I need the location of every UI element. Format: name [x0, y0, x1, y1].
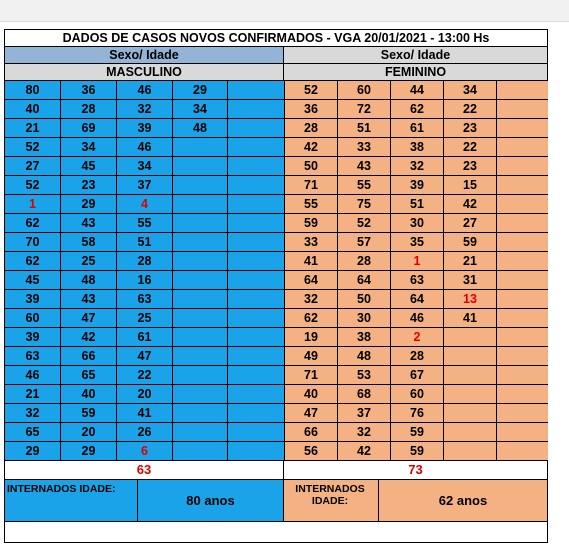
female-age-cell: 62 [391, 100, 444, 118]
male-age-cell: 32 [117, 100, 173, 118]
female-age-cell: 61 [391, 119, 444, 137]
female-age-cell: 57 [338, 233, 391, 251]
male-age-cell: 29 [173, 81, 228, 99]
female-age-cell: 60 [391, 385, 444, 403]
female-age-cell [497, 252, 548, 270]
female-row [285, 252, 548, 271]
female-row [285, 423, 548, 442]
male-age-cell [173, 385, 228, 403]
female-age-cell [497, 195, 548, 213]
female-age-cell: 72 [338, 100, 391, 118]
female-age-cell: 59 [285, 214, 338, 232]
female-age-cell: 48 [338, 347, 391, 365]
male-age-cell [228, 404, 285, 422]
female-age-cell: 21 [444, 252, 497, 270]
case-table [4, 29, 548, 543]
male-row [5, 214, 285, 233]
female-row [285, 119, 548, 138]
male-age-cell: 63 [117, 290, 173, 308]
male-age-cell: 51 [117, 233, 173, 251]
male-age-cell [173, 157, 228, 175]
female-age-cell: 67 [391, 366, 444, 384]
male-age-cell: 36 [61, 81, 117, 99]
female-age-cell [444, 347, 497, 365]
female-age-cell: 38 [391, 138, 444, 156]
male-age-cell: 29 [61, 195, 117, 213]
male-age-cell [228, 214, 285, 232]
male-age-cell: 58 [61, 233, 117, 251]
female-age-cell: 42 [444, 195, 497, 213]
male-row [5, 195, 285, 214]
male-age-cell: 28 [117, 252, 173, 270]
female-row [285, 81, 548, 100]
female-age-cell: 35 [391, 233, 444, 251]
male-age-cell: 45 [5, 271, 61, 289]
male-age-cell [173, 176, 228, 194]
female-age-cell: 64 [391, 290, 444, 308]
female-age-cell: 22 [444, 100, 497, 118]
female-age-cell [497, 138, 548, 156]
male-age-cell: 65 [5, 423, 61, 441]
female-age-cell [497, 366, 548, 384]
male-age-cell: 52 [5, 138, 61, 156]
female-row [285, 290, 548, 309]
female-age-cell: 76 [391, 404, 444, 422]
female-row [285, 195, 548, 214]
female-age-cell: 59 [391, 423, 444, 441]
male-row [5, 233, 285, 252]
male-age-cell [228, 176, 285, 194]
male-row [5, 176, 285, 195]
male-age-cell: 34 [173, 100, 228, 118]
female-age-cell: 33 [285, 233, 338, 251]
male-age-cell [228, 385, 285, 403]
male-sex-age-label: Sexo/ Idade [5, 47, 284, 63]
male-age-cell: 22 [117, 366, 173, 384]
gender-header-row [5, 64, 547, 81]
male-age-cell: 16 [117, 271, 173, 289]
female-age-cell: 42 [338, 442, 391, 460]
female-ages-block [285, 81, 548, 461]
male-row [5, 385, 285, 404]
male-age-cell [228, 233, 285, 251]
male-age-cell: 42 [61, 328, 117, 346]
female-age-cell [497, 328, 548, 346]
male-age-cell: 25 [61, 252, 117, 270]
female-age-cell: 23 [444, 157, 497, 175]
blank-row [5, 522, 547, 542]
female-age-cell [497, 157, 548, 175]
female-age-cell: 59 [444, 233, 497, 251]
female-age-cell: 68 [338, 385, 391, 403]
male-age-cell: 23 [61, 176, 117, 194]
male-age-cell: 29 [61, 442, 117, 460]
female-row [285, 100, 548, 119]
male-age-cell [228, 81, 285, 99]
male-age-cell [173, 442, 228, 460]
male-age-cell: 59 [61, 404, 117, 422]
male-age-cell [228, 252, 285, 270]
male-age-cell [228, 423, 285, 441]
female-age-cell [497, 271, 548, 289]
male-age-cell [173, 423, 228, 441]
male-row [5, 442, 285, 461]
female-age-cell: 36 [285, 100, 338, 118]
female-age-cell [444, 404, 497, 422]
male-row [5, 404, 285, 423]
male-age-cell: 46 [5, 366, 61, 384]
male-age-cell: 39 [117, 119, 173, 137]
male-age-cell: 29 [5, 442, 61, 460]
female-interned-value: 62 anos [379, 480, 547, 521]
male-age-cell: 32 [5, 404, 61, 422]
male-age-cell: 45 [61, 157, 117, 175]
female-age-cell: 40 [285, 385, 338, 403]
female-age-cell: 23 [444, 119, 497, 137]
female-age-cell [497, 214, 548, 232]
male-age-cell [228, 119, 285, 137]
male-row [5, 309, 285, 328]
browser-top-bar [0, 0, 569, 22]
male-age-cell: 66 [61, 347, 117, 365]
female-row [285, 404, 548, 423]
male-age-cell: 37 [117, 176, 173, 194]
female-age-cell: 64 [285, 271, 338, 289]
female-age-cell [497, 233, 548, 251]
male-age-cell: 47 [61, 309, 117, 327]
female-row [285, 366, 548, 385]
female-age-cell [444, 423, 497, 441]
male-age-cell: 60 [5, 309, 61, 327]
male-age-cell: 21 [5, 119, 61, 137]
female-age-cell [497, 404, 548, 422]
female-age-cell: 38 [338, 328, 391, 346]
female-age-cell: 52 [285, 81, 338, 99]
female-interned-label: INTERNADOS IDADE: [284, 480, 379, 521]
male-age-cell [228, 328, 285, 346]
female-age-cell [497, 81, 548, 99]
male-age-cell [173, 252, 228, 270]
totals-row [5, 461, 547, 480]
male-age-cell [228, 290, 285, 308]
ages-grid [5, 81, 547, 461]
male-row [5, 157, 285, 176]
male-age-cell [173, 233, 228, 251]
female-age-cell: 2 [391, 328, 444, 346]
male-age-cell [228, 100, 285, 118]
male-interned-label: INTERNADOS IDADE: [5, 480, 138, 521]
male-ages-block [5, 81, 285, 461]
male-row [5, 423, 285, 442]
male-age-cell: 41 [117, 404, 173, 422]
male-age-cell [173, 214, 228, 232]
male-row [5, 138, 285, 157]
interned-row [5, 480, 547, 522]
male-row [5, 119, 285, 138]
female-age-cell [497, 100, 548, 118]
female-row [285, 214, 548, 233]
female-row [285, 271, 548, 290]
female-age-cell: 1 [391, 252, 444, 270]
male-row [5, 81, 285, 100]
male-age-cell: 27 [5, 157, 61, 175]
male-age-cell: 46 [117, 81, 173, 99]
male-age-cell [228, 138, 285, 156]
female-age-cell: 51 [338, 119, 391, 137]
female-row [285, 328, 548, 347]
female-row [285, 385, 548, 404]
female-age-cell [444, 366, 497, 384]
male-age-cell: 48 [61, 271, 117, 289]
female-age-cell: 30 [338, 309, 391, 327]
female-age-cell [444, 442, 497, 460]
female-age-cell: 15 [444, 176, 497, 194]
table-title: DADOS DE CASOS NOVOS CONFIRMADOS - VGA 20/01/2021 - 13:00 Hs [5, 30, 547, 47]
male-age-cell: 65 [61, 366, 117, 384]
female-row [285, 442, 548, 461]
male-age-cell [173, 328, 228, 346]
male-age-cell: 6 [117, 442, 173, 460]
female-age-cell: 62 [285, 309, 338, 327]
male-age-cell: 52 [5, 176, 61, 194]
male-row [5, 252, 285, 271]
female-age-cell: 50 [338, 290, 391, 308]
female-age-cell [497, 385, 548, 403]
female-age-cell [497, 290, 548, 308]
male-age-cell [173, 309, 228, 327]
female-age-cell: 27 [444, 214, 497, 232]
male-age-cell [173, 347, 228, 365]
male-age-cell [173, 138, 228, 156]
female-age-cell: 50 [285, 157, 338, 175]
female-sex-age-label: Sexo/ Idade [284, 47, 547, 63]
male-age-cell: 21 [5, 385, 61, 403]
male-age-cell: 20 [117, 385, 173, 403]
female-row [285, 233, 548, 252]
male-age-cell: 25 [117, 309, 173, 327]
male-row [5, 100, 285, 119]
male-age-cell: 62 [5, 214, 61, 232]
male-row [5, 290, 285, 309]
female-age-cell: 75 [338, 195, 391, 213]
male-interned-value: 80 anos [138, 480, 284, 521]
male-age-cell: 46 [117, 138, 173, 156]
female-age-cell [497, 442, 548, 460]
male-gender-label: MASCULINO [5, 64, 284, 80]
male-age-cell: 80 [5, 81, 61, 99]
male-row [5, 347, 285, 366]
female-age-cell: 66 [285, 423, 338, 441]
male-age-cell: 55 [117, 214, 173, 232]
female-age-cell: 64 [338, 271, 391, 289]
female-age-cell: 22 [444, 138, 497, 156]
female-age-cell [497, 119, 548, 137]
female-age-cell: 28 [391, 347, 444, 365]
female-age-cell: 43 [338, 157, 391, 175]
female-age-cell [497, 309, 548, 327]
female-age-cell: 30 [391, 214, 444, 232]
male-age-cell: 63 [5, 347, 61, 365]
female-age-cell: 37 [338, 404, 391, 422]
male-age-cell: 40 [61, 385, 117, 403]
male-age-cell: 61 [117, 328, 173, 346]
male-age-cell [228, 309, 285, 327]
female-age-cell: 33 [338, 138, 391, 156]
female-age-cell [444, 385, 497, 403]
female-age-cell: 59 [391, 442, 444, 460]
male-age-cell: 20 [61, 423, 117, 441]
male-age-cell: 34 [117, 157, 173, 175]
female-age-cell: 32 [285, 290, 338, 308]
female-age-cell [497, 176, 548, 194]
male-age-cell: 43 [61, 290, 117, 308]
male-age-cell [173, 290, 228, 308]
female-age-cell: 53 [338, 366, 391, 384]
female-age-cell: 19 [285, 328, 338, 346]
female-age-cell: 47 [285, 404, 338, 422]
male-age-cell: 69 [61, 119, 117, 137]
female-age-cell: 71 [285, 366, 338, 384]
male-age-cell [228, 271, 285, 289]
female-age-cell: 52 [338, 214, 391, 232]
female-age-cell: 55 [285, 195, 338, 213]
male-age-cell: 39 [5, 290, 61, 308]
female-row [285, 176, 548, 195]
female-age-cell: 41 [444, 309, 497, 327]
male-total: 63 [5, 461, 284, 479]
male-age-cell [173, 271, 228, 289]
male-age-cell: 26 [117, 423, 173, 441]
male-age-cell [228, 366, 285, 384]
female-age-cell: 32 [338, 423, 391, 441]
female-age-cell: 60 [338, 81, 391, 99]
female-row [285, 157, 548, 176]
female-age-cell: 49 [285, 347, 338, 365]
female-age-cell [497, 423, 548, 441]
female-row [285, 347, 548, 366]
female-age-cell: 46 [391, 309, 444, 327]
male-age-cell [228, 195, 285, 213]
male-age-cell: 62 [5, 252, 61, 270]
male-row [5, 271, 285, 290]
male-age-cell [173, 366, 228, 384]
female-total: 73 [284, 461, 547, 479]
female-age-cell: 28 [285, 119, 338, 137]
male-age-cell [173, 195, 228, 213]
male-age-cell: 70 [5, 233, 61, 251]
female-age-cell [444, 328, 497, 346]
female-row [285, 138, 548, 157]
female-age-cell: 13 [444, 290, 497, 308]
male-age-cell: 1 [5, 195, 61, 213]
male-age-cell: 4 [117, 195, 173, 213]
female-age-cell: 42 [285, 138, 338, 156]
male-age-cell [228, 347, 285, 365]
male-age-cell [228, 442, 285, 460]
female-age-cell: 63 [391, 271, 444, 289]
male-age-cell: 48 [173, 119, 228, 137]
female-age-cell: 41 [285, 252, 338, 270]
female-age-cell: 51 [391, 195, 444, 213]
male-age-cell: 40 [5, 100, 61, 118]
male-row [5, 366, 285, 385]
female-age-cell: 28 [338, 252, 391, 270]
female-age-cell: 32 [391, 157, 444, 175]
female-age-cell: 71 [285, 176, 338, 194]
male-age-cell: 43 [61, 214, 117, 232]
female-age-cell: 44 [391, 81, 444, 99]
female-age-cell: 34 [444, 81, 497, 99]
female-age-cell: 56 [285, 442, 338, 460]
female-age-cell [497, 347, 548, 365]
male-age-cell: 47 [117, 347, 173, 365]
female-row [285, 309, 548, 328]
female-gender-label: FEMININO [284, 64, 547, 80]
female-age-cell: 39 [391, 176, 444, 194]
female-age-cell: 31 [444, 271, 497, 289]
male-age-cell [228, 157, 285, 175]
male-age-cell [173, 404, 228, 422]
female-age-cell: 55 [338, 176, 391, 194]
male-row [5, 328, 285, 347]
male-age-cell: 39 [5, 328, 61, 346]
male-age-cell: 28 [61, 100, 117, 118]
male-age-cell: 34 [61, 138, 117, 156]
sex-age-header-row [5, 47, 547, 64]
